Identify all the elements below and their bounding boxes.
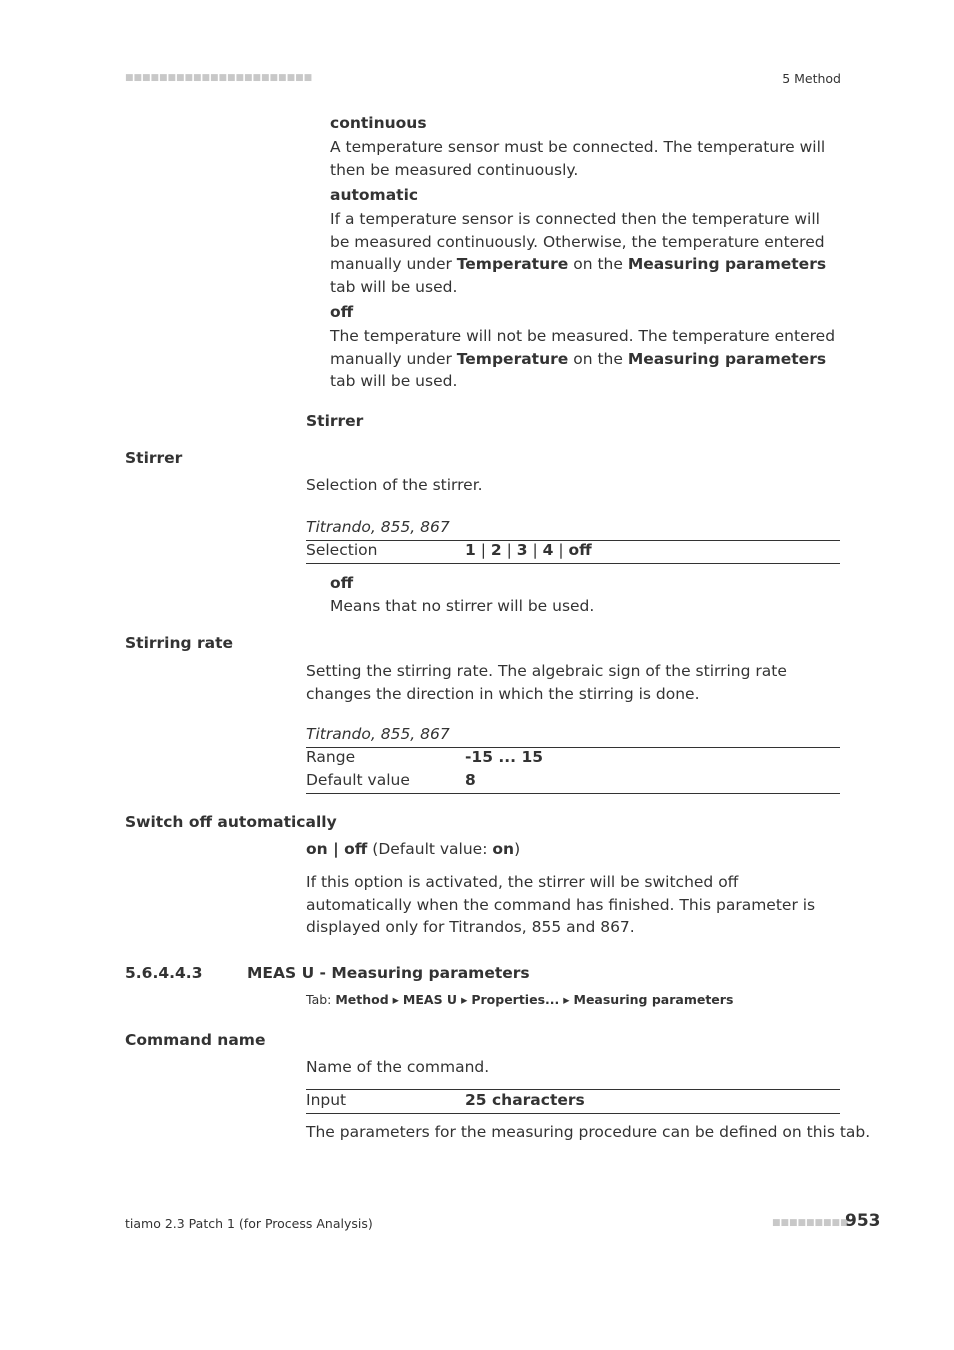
input-label: Input <box>306 1091 347 1109</box>
range-value: -15 ... 15 <box>465 748 544 766</box>
input-value: 25 characters <box>465 1091 585 1109</box>
table-rule <box>306 1089 840 1090</box>
footer-product: tiamo 2.3 Patch 1 (for Process Analysis) <box>125 1216 373 1231</box>
option-off-text: The temperature will not be measured. The temperature entered manually under Temperature on the Measuring parameters tab will be used. <box>330 327 836 390</box>
switch-off-label: Switch off automatically <box>125 813 337 831</box>
stirrer-heading: Stirrer <box>306 412 364 430</box>
stirrer-off-text: Means that no stirrer will be used. <box>330 597 595 615</box>
table-rule <box>306 793 840 794</box>
default-value-label: Default value <box>306 771 410 789</box>
stirring-rate-label: Stirring rate <box>125 634 234 652</box>
stirrer-devices: Titrando, 855, 867 <box>306 518 450 536</box>
chapter-title: 5 Method <box>782 71 841 86</box>
header-decoration: ■■■■■■■■■■■■■■■■■■■■■■ <box>125 73 313 83</box>
section-number: 5.6.4.4.3 <box>125 964 203 982</box>
default-value-value: 8 <box>465 771 476 789</box>
tab-path: Tab: Method ▸ MEAS U ▸ Properties... ▸ Measuring parameters <box>306 992 734 1007</box>
stirrer-description: Selection of the stirrer. <box>306 476 483 494</box>
command-name-description: Name of the command. <box>306 1058 490 1076</box>
selection-label: Selection <box>306 541 378 559</box>
stirrer-param-label: Stirrer <box>125 449 183 467</box>
table-rule <box>306 747 840 748</box>
option-off-title: off <box>330 303 354 321</box>
command-name-label: Command name <box>125 1031 266 1049</box>
section-title: MEAS U - Measuring parameters <box>247 964 530 982</box>
page-number: 953 <box>845 1211 881 1231</box>
stirring-rate-description: Setting the stirring rate. The algebraic sign of the stirring rate changes the direction in which the stirring is done. <box>306 662 787 703</box>
stirrer-off-title: off <box>330 574 354 592</box>
table-rule <box>306 1113 840 1114</box>
table-rule <box>306 563 840 564</box>
selection-value: 1 | 2 | 3 | 4 | off <box>465 541 592 559</box>
stirring-rate-devices: Titrando, 855, 867 <box>306 725 450 743</box>
option-continuous-text: A temperature sensor must be connected. The temperature will then be measured continuously. <box>330 138 826 179</box>
switch-off-description: If this option is activated, the stirrer will be switched off automatically when the command has finished. This parameter is displayed only for Titrandos, 855 and 867. <box>306 873 816 936</box>
option-automatic-text: If a temperature sensor is connected then the temperature will be measured continuously. Otherwise, the temperature entered manually under Temperature on the Measuring parameters tab will be used. <box>330 210 827 296</box>
command-name-note: The parameters for the measuring procedure can be defined on this tab. <box>306 1123 871 1141</box>
range-label: Range <box>306 748 356 766</box>
footer-decoration: ■■■■■■■■■ <box>772 1218 849 1228</box>
option-automatic-title: automatic <box>330 186 419 204</box>
option-continuous-title: continuous <box>330 114 427 132</box>
switch-off-options: on | off (Default value: on) <box>306 840 521 858</box>
